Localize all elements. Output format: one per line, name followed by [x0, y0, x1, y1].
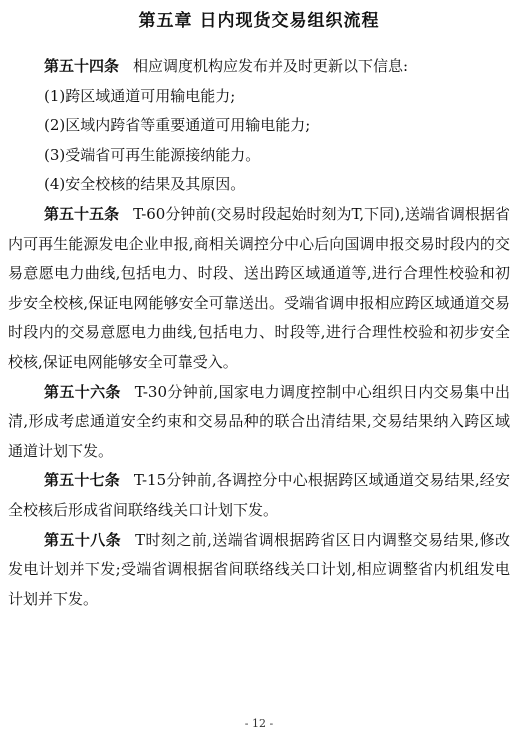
- page-number: - 12 -: [244, 717, 274, 730]
- article-number: 第五十七条: [44, 471, 120, 490]
- article-text: 相应调度机构应发布并及时更新以下信息:: [133, 57, 409, 75]
- article-54: [8, 52, 510, 82]
- article-text: T-30分钟前,国家电力调度控制中心组织日内交易集中出清,形成考虑通道安全约束和交易品种的联合出清结果,交易结果纳入跨区域通道计划下发。: [8, 382, 510, 460]
- list-item: (4)安全校核的结果及其原因。: [44, 175, 246, 194]
- chapter-title: 第五章 日内现货交易组织流程: [138, 11, 380, 31]
- article-58: [8, 526, 510, 615]
- article-57: [8, 466, 510, 525]
- document-body: [8, 52, 510, 614]
- article-text: T-15分钟前,各调控分中心根据跨区域通道交易结果,经安全校核后形成省间联络线关口计划下发。: [8, 471, 510, 519]
- article-number: 第五十四条: [44, 57, 120, 75]
- article-55: [8, 200, 510, 378]
- article-text: T-60分钟前(交易时段起始时刻为T,下同),送端省调根据省内可再生能源发电企业申报,商相关调控分中心后向国调申报交易时段内的交易意愿电力曲线,包括电力、时段、送出跨区域通道等,进行合理性校验和初步安全校核,保证电网能够安全可靠送出。受端省调申报相应跨区域通道交易时段内的交易意愿电力曲线,包括电力、时段等,进行合理性校验和初步安全校核,保证电网能够安全可靠受入。: [8, 204, 510, 371]
- article-number: 第五十六条: [44, 382, 121, 401]
- list-item: (2)区域内跨省等重要通道可用输电能力;: [44, 116, 311, 135]
- article-56: [8, 378, 510, 467]
- article-text: T时刻之前,送端省调根据跨省区日内调整交易结果,修改发电计划并下发;受端省调根据省间联络线关口计划,相应调整省内机组发电计划并下发。: [8, 530, 510, 608]
- list-item: (3)受端省可再生能源接纳能力。: [44, 145, 261, 164]
- article-number: 第五十五条: [44, 204, 120, 223]
- article-number: 第五十八条: [44, 530, 122, 549]
- list-item: (1)跨区域通道可用输电能力;: [44, 86, 236, 105]
